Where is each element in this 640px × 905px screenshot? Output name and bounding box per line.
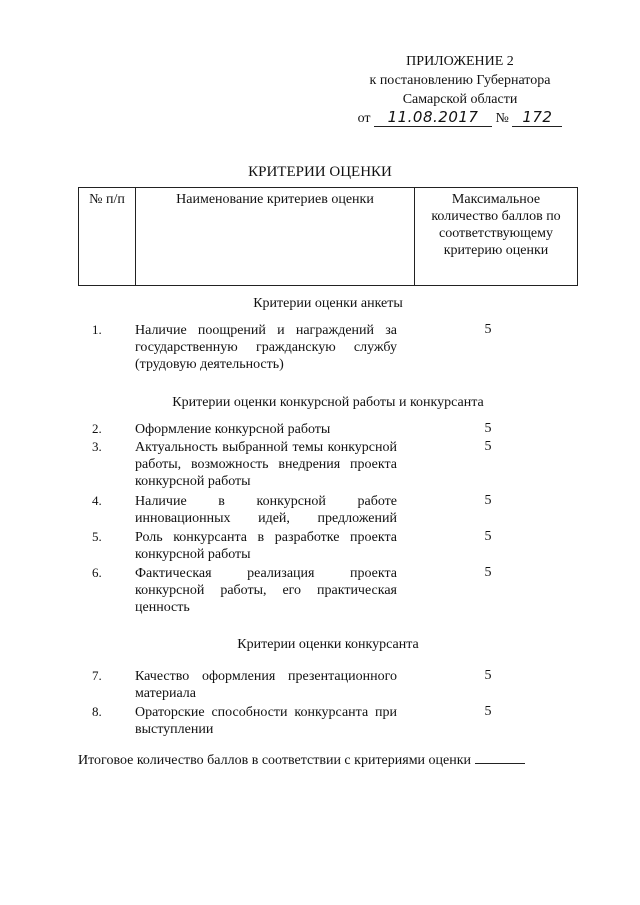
document-title: КРИТЕРИИ ОЦЕНКИ: [248, 164, 392, 180]
criterion-number: 8.: [92, 704, 102, 719]
criterion-score: 5: [484, 704, 492, 719]
criterion-text: Актуальность выбранной темы конкурсной работы, возможность внедрения проекта конкурсной работы: [135, 440, 397, 489]
criterion-number: 7.: [92, 668, 102, 683]
total-score-line: [78, 751, 525, 770]
criterion-score: 5: [484, 439, 492, 454]
criterion-text: Фактическая реализация проекта конкурсной работы, его практическая ценность: [135, 566, 397, 615]
number-prefix: №: [495, 111, 509, 126]
criterion-text: Качество оформления презентационного материала: [135, 669, 397, 701]
criterion-number: 3.: [92, 439, 102, 454]
criterion-row: [92, 322, 512, 376]
criterion-number: 4.: [92, 493, 102, 508]
appendix-date-line: [350, 109, 570, 128]
criterion-score: 5: [484, 322, 492, 337]
handwritten-number: 172: [522, 108, 553, 126]
criterion-score: 5: [484, 493, 492, 508]
criterion-text: Наличие в конкурсной работе инновационных идей, предложений: [135, 494, 397, 526]
criterion-number: 5.: [92, 529, 102, 544]
column-number: № п/п: [79, 188, 136, 286]
criteria-table-header: [78, 187, 578, 286]
number-underline: [512, 110, 562, 127]
criterion-number: 1.: [92, 322, 102, 337]
criterion-text: Роль конкурсанта в разработке проекта конкурсной работы: [135, 530, 397, 562]
appendix-decree: к постановлению Губернатора: [369, 73, 551, 88]
section-title-questionnaire: Критерии оценки анкеты: [253, 296, 403, 311]
criterion-score: 5: [484, 421, 492, 436]
section-title-work: Критерии оценки конкурсной работы и конкурсанта: [172, 395, 484, 410]
criterion-text: Ораторские способности конкурсанта при выступлении: [135, 705, 397, 737]
criterion-score: 5: [484, 565, 492, 580]
criterion-number: 2.: [92, 421, 102, 436]
appendix-title: ПРИЛОЖЕНИЕ 2: [406, 54, 514, 69]
column-max-score: Максимальное количество баллов по соответствующему критерию оценки: [415, 188, 578, 286]
criterion-score: 5: [484, 529, 492, 544]
appendix-header: [350, 52, 570, 128]
total-score-blank: [475, 751, 525, 764]
appendix-region: Самарской области: [402, 92, 518, 107]
table-header-row: [79, 188, 578, 286]
total-score-label: Итоговое количество баллов в соответствии с критериями оценки: [78, 753, 472, 768]
column-criteria-name: Наименование критериев оценки: [136, 188, 415, 286]
criterion-text: Наличие поощрений и награждений за государственную гражданскую службу (трудовую деятельность): [135, 323, 397, 372]
section-title-contestant: Критерии оценки конкурсанта: [237, 637, 419, 652]
criterion-score: 5: [484, 668, 492, 683]
criterion-text: Оформление конкурсной работы: [135, 422, 331, 437]
date-underline: [374, 110, 492, 127]
handwritten-date: 11.08.2017: [387, 108, 479, 126]
criterion-number: 6.: [92, 565, 102, 580]
date-prefix: от: [357, 111, 371, 126]
